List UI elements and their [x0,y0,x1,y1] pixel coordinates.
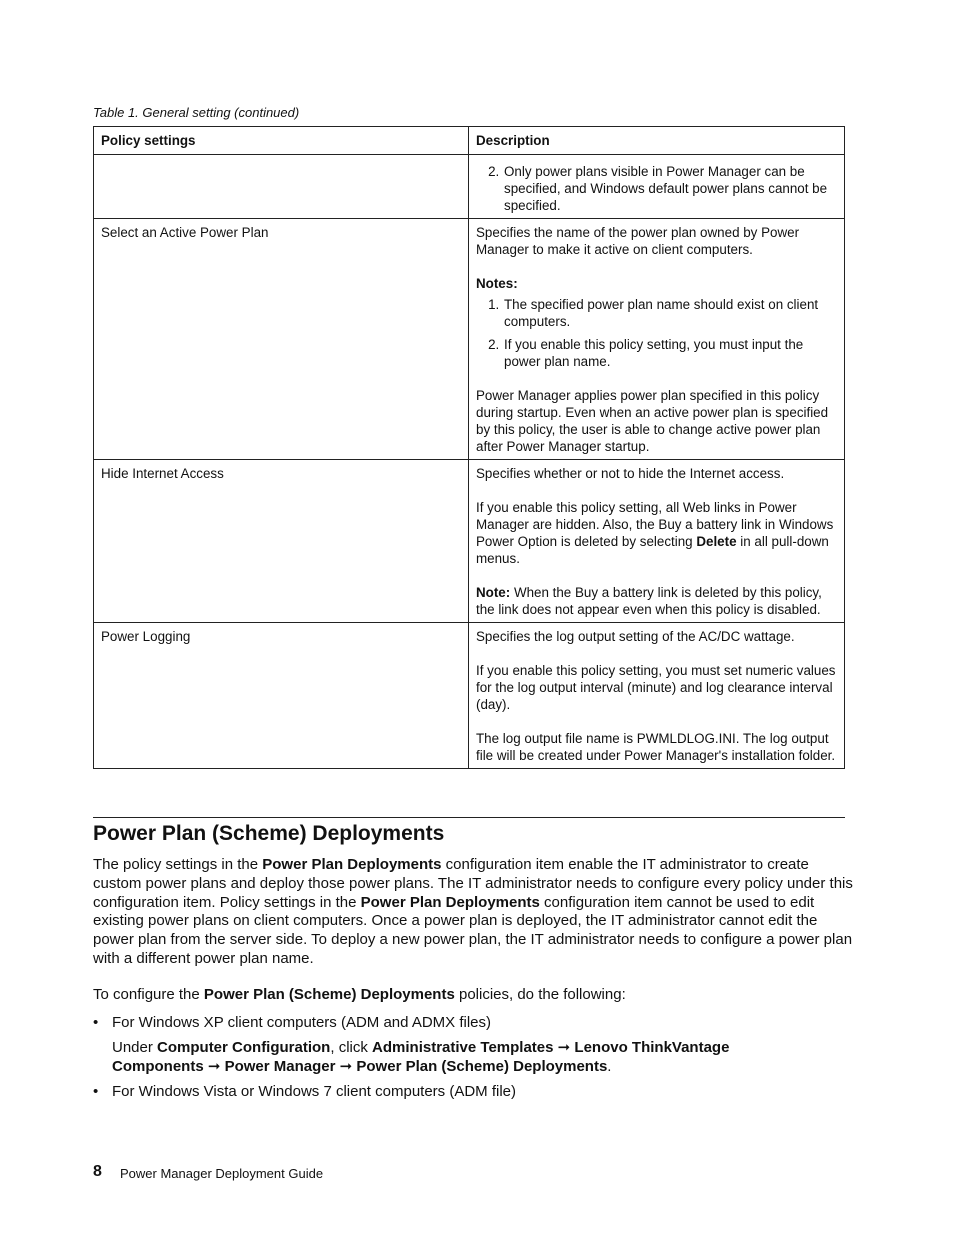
note-item: 1. The specified power plan name should exist on client computers. [503,296,837,330]
note-item: 2. If you enable this policy setting, you must input the power plan name. [503,336,837,370]
description-cell [469,623,845,769]
text-run: , click [330,1039,373,1056]
description-outro: Power Manager applies power plan specified in this policy during startup. Even when an active power plan is specified by this policy, the user is able to change active power plan after Power Manager startup. [476,388,829,454]
table-row [94,219,845,460]
description-note [476,584,837,618]
note-item: 2. Only power plans visible in Power Manager can be specified, and Windows default power plans cannot be specified. [503,163,837,214]
description-intro: Specifies whether or not to hide the Internet access. [476,466,785,481]
text-run: If you enable this policy setting, all Web links in Power Manager are hidden. Also, the Buy a battery link in Windows Power Option is deleted by selecting [476,500,834,549]
table-row [94,460,845,623]
setting-cell: Hide Internet Access [94,460,469,623]
navigation-path [112,1039,812,1077]
text-run: configuration item cannot be used to edit existing power plans on client computers. Once a power plan is deployed, the IT administrator cannot edit the power plan from the server side. To deploy a new power plan, the IT administrator needs to configure a power plan with a different power plan name. [93,893,853,967]
text-run: To configure the [93,986,204,1003]
text-run: The policy settings in the [93,856,263,873]
note-text: When the Buy a battery link is deleted by this policy, the link does not appear even when this policy is disabled. [476,585,822,617]
page-number: 8 [93,1163,102,1180]
table-row [94,155,845,219]
bold-term: Computer Configuration [157,1039,331,1056]
text-run: policies, do the following: [454,986,626,1003]
description-paragraph: If you enable this policy setting, you must set numeric values for the log output interval (minute) and log clearance interval (day). [476,663,836,712]
note-label: Note: [476,585,511,600]
description-paragraph: The log output file name is PWMLDLOG.INI. The log output file will be created under Power Manager's installation folder. [476,731,836,763]
text-run: Under [112,1039,158,1056]
table-header-row [94,127,845,155]
section-title: Power Plan (Scheme) Deployments [93,822,445,845]
description-paragraph [476,499,837,567]
intro-paragraph [93,856,853,969]
bold-term: Lenovo ThinkVantage Components [112,1039,730,1075]
text-run: in all pull-down menus. [476,534,829,566]
bullet-icon: • [93,1014,99,1031]
description-intro: Specifies the log output setting of the AC/DC wattage. [476,629,795,644]
description-cell [469,219,845,460]
arrow-icon: ➞ [557,1039,571,1056]
footer-title: Power Manager Deployment Guide [120,1166,324,1181]
list-item-text: For Windows XP client computers (ADM and ADMX files) [112,1014,492,1031]
table-caption: Table 1. General setting (continued) [93,105,300,120]
bold-term: Power Plan (Scheme) Deployments [203,986,455,1003]
header-policy-settings: Policy settings [94,127,469,155]
bold-term: Administrative Templates [372,1039,554,1056]
text-run: configuration item enable the IT administrator to create custom power plans and deploy those power plans. The IT administrator needs to configure every policy under this configuration item. Policy settings in the [93,856,853,911]
header-description: Description [469,127,845,155]
configure-paragraph [93,986,853,1005]
description-intro: Specifies the name of the power plan owned by Power Manager to make it active on client computers. [476,225,800,257]
general-settings-table [93,126,845,769]
arrow-icon: ➞ [339,1057,353,1075]
bold-term: Power Manager [224,1057,336,1075]
setting-cell: Power Logging [94,623,469,769]
description-cell [469,155,845,219]
text-run: . [607,1057,612,1075]
bold-term: Power Plan (Scheme) Deployments [356,1057,608,1075]
bullet-icon: • [93,1083,99,1100]
section-divider [93,817,845,818]
delete-keyword: Delete [696,534,737,549]
table-row [94,623,845,769]
bold-term: Power Plan Deployments [360,893,540,911]
bold-term: Power Plan Deployments [262,856,442,873]
setting-cell [94,155,469,219]
notes-label: Notes: [476,276,518,291]
list-item-text: For Windows Vista or Windows 7 client computers (ADM file) [112,1083,517,1100]
arrow-icon: ➞ [207,1057,221,1075]
description-cell [469,460,845,623]
setting-cell: Select an Active Power Plan [94,219,469,460]
